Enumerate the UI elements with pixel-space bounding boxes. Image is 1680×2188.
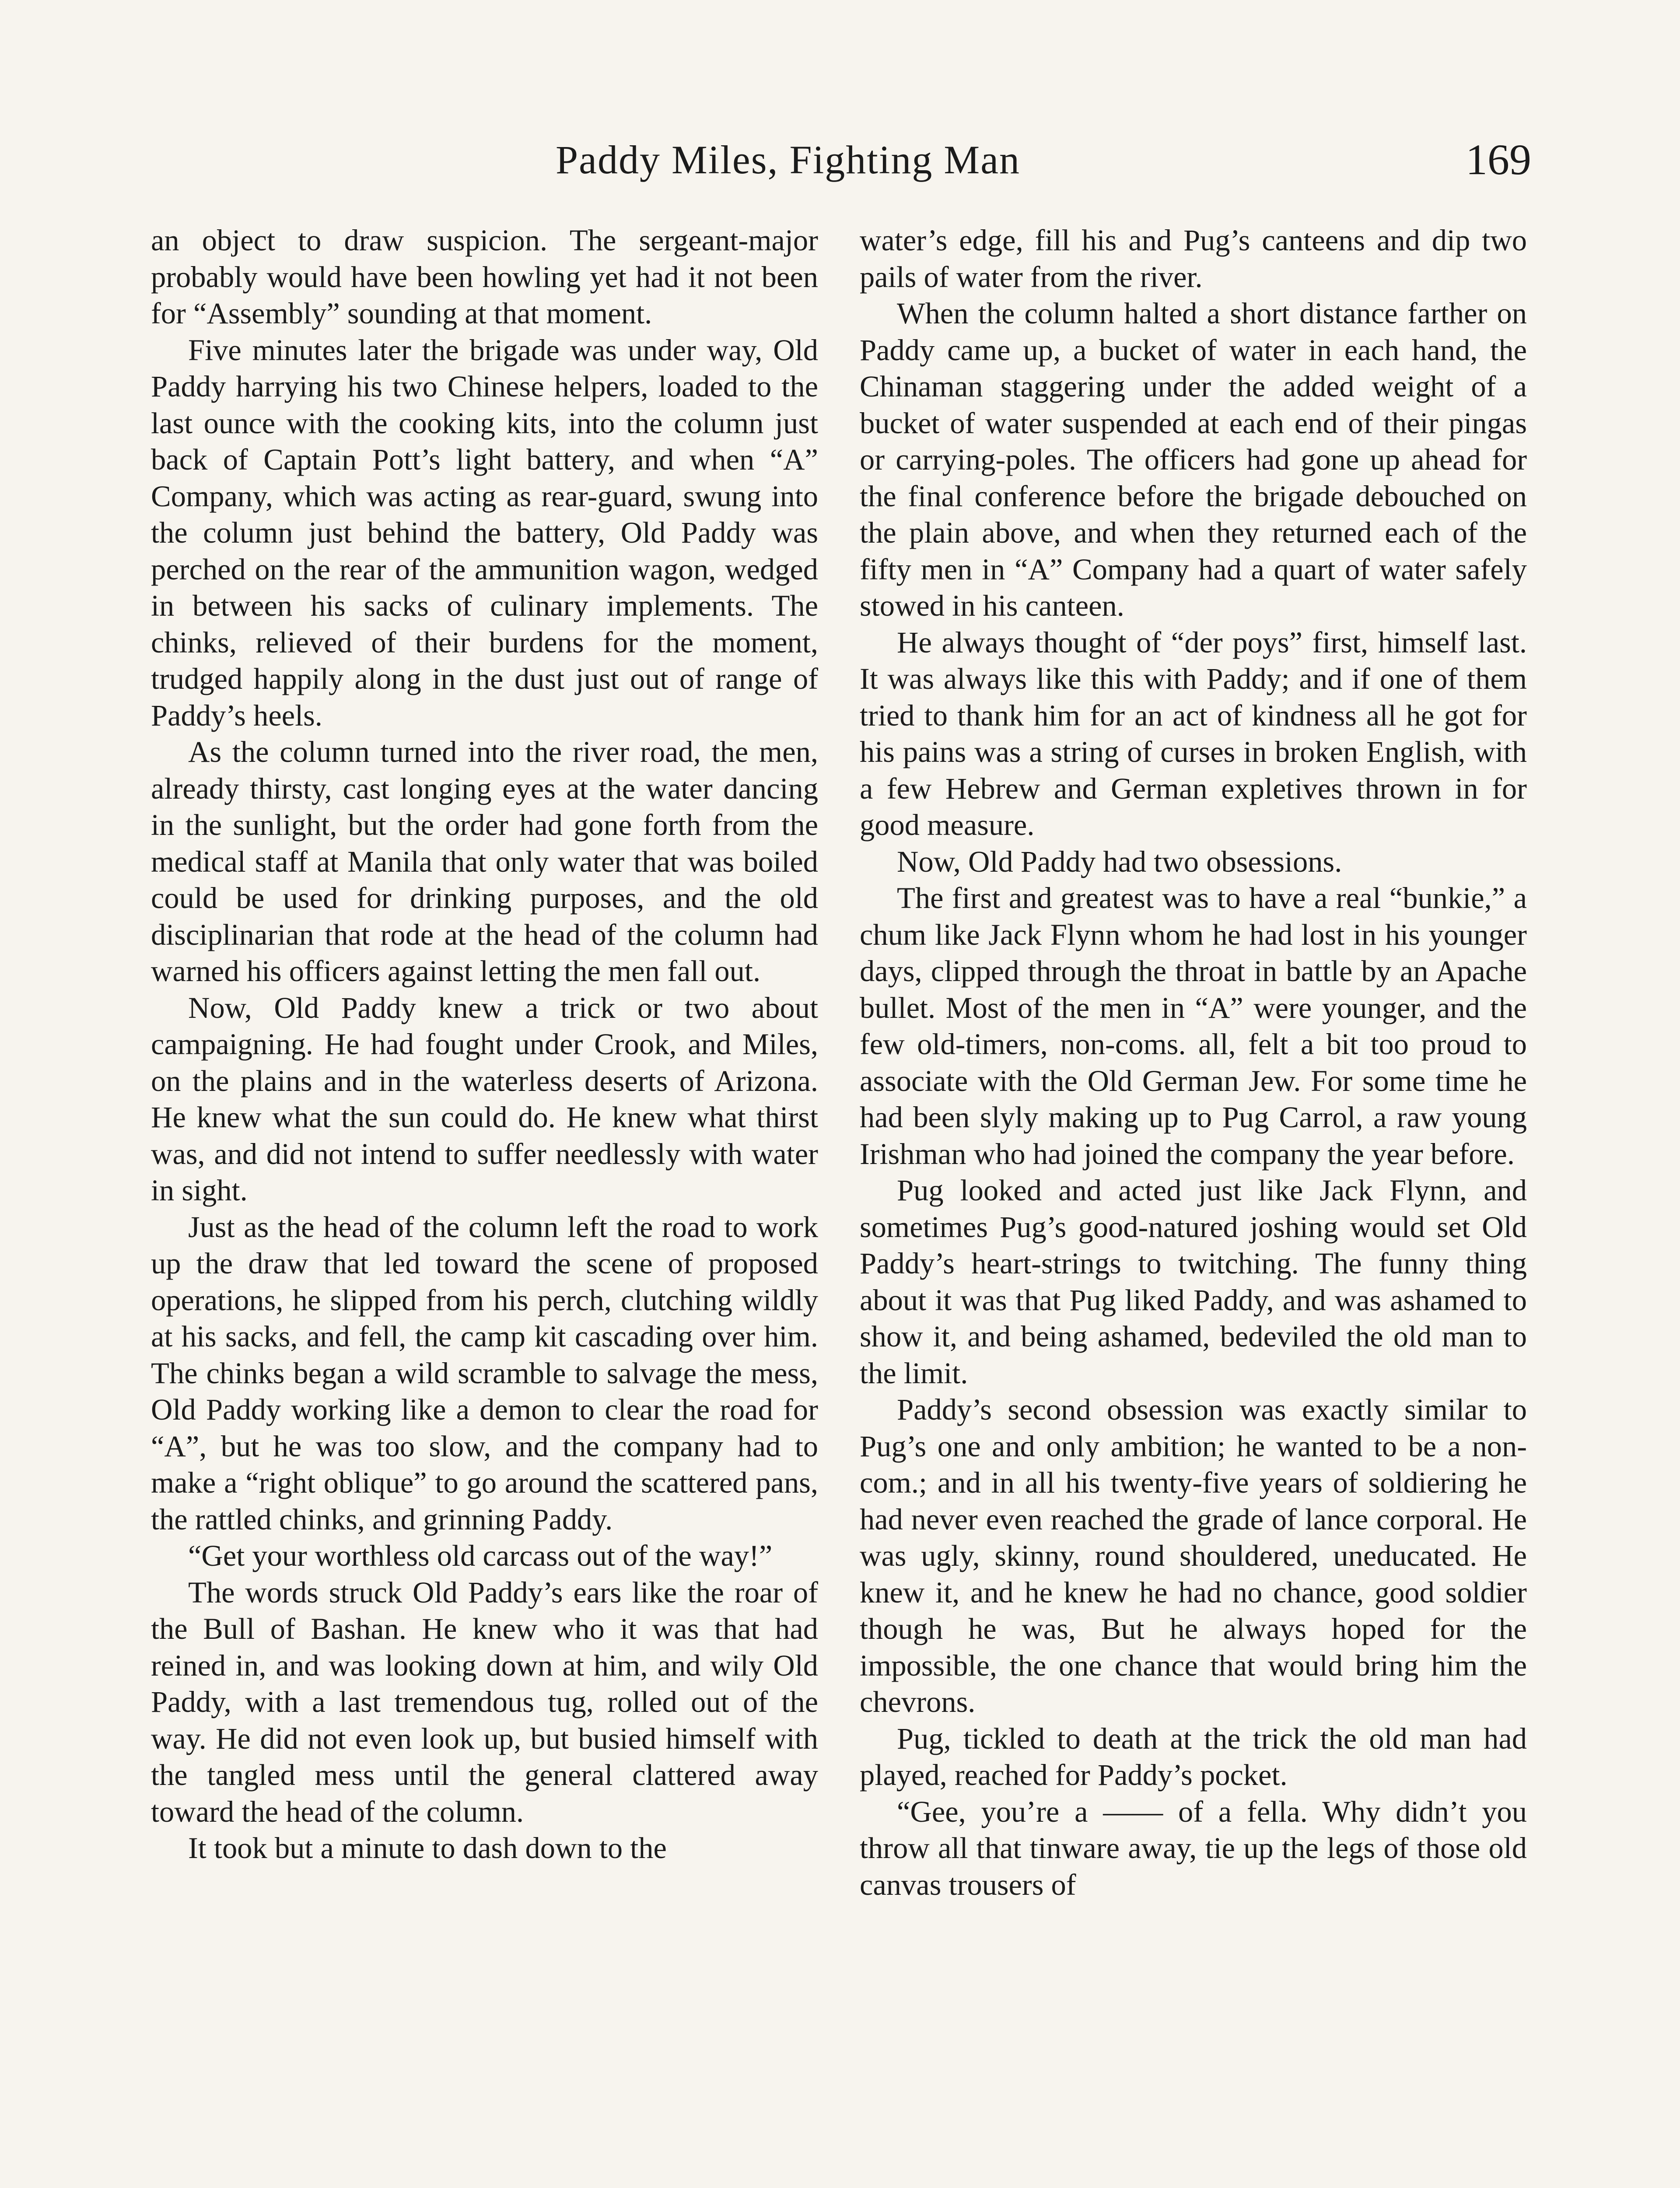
paragraph: It took but a minute to dash down to the bbox=[188, 1831, 667, 1865]
paragraph: Now, Old Paddy knew a trick or two about campaigning. He had fought under Crook, and Miles, on the plains and in the waterless deserts of Arizona. He knew what the sun could do. He knew what thirst was, and did not intend to suffer needlessly with water in sight. bbox=[151, 991, 818, 1207]
paragraph: Pug, tickled to death at the trick the old man had played, reached for Paddy’s pocket. bbox=[860, 1722, 1527, 1792]
paragraph: The first and greatest was to have a real “bunkie,” a chum like Jack Flynn whom he had lost in his younger days, clipped through the throat in battle by an Apache bullet. Most of the men in “A” were younger, and the few old-timers, non-coms. all, felt a bit too proud to associate with the Old German Jew. For some time he had been slyly making up to Pug Carrol, a raw young Irishman who had joined the company the year before. bbox=[860, 881, 1527, 1171]
paragraph: When the column halted a short distance farther on Paddy came up, a bucket of water in each hand, the Chinaman staggering under the added weight of a bucket of water suspended at each end of their pingas or carrying-poles. The officers had gone up ahead for the final conference before the brigade debouched on the plain above, and when they returned each of the fifty men in “A” Company had a quart of water safely stowed in his canteen. bbox=[860, 297, 1527, 622]
paragraph: “Gee, you’re a —— of a fella. Why didn’t you throw all that tinware away, tie up the legs of those old canvas trousers of bbox=[860, 1795, 1527, 1901]
paragraph: Paddy’s second obsession was exactly similar to Pug’s one and only ambition; he wanted to be a non-com.; and in all his twenty-five years of soldiering he had never even reached the grade of lance corporal. He was ugly, skinny, round shouldered, uneducated. He knew it, and he knew he had no chance, good soldier though he was, But he always hoped for the impossible, the one chance that would bring him the chevrons. bbox=[860, 1393, 1527, 1718]
paragraph: an object to draw suspicion. The sergeant-major probably would have been howling yet had it not been for “Assembly” sounding at that moment. bbox=[151, 224, 818, 330]
running-head: Paddy Miles, Fighting Man bbox=[556, 137, 1021, 182]
paragraph: Just as the head of the column left the road to work up the draw that led toward the scene of proposed operations, he slipped from his perch, clutching wildly at his sacks, and fell, the camp kit cascading over him. The chinks began a wild scramble to salvage the mess, Old Paddy working like a demon to clear the road for “A”, but he was too slow, and the company had to make a “right oblique” to go around the scattered pans, the rattled chinks, and grinning Paddy. bbox=[151, 1210, 818, 1536]
paragraph: As the column turned into the river road, the men, already thirsty, cast longing eyes at the water dancing in the sunlight, but the order had gone forth from the medical staff at Manila that only water that was boiled could be used for drinking purposes, and the old disciplinarian that rode at the head of the column had warned his officers against letting the men fall out. bbox=[151, 735, 818, 988]
paragraph: Pug looked and acted just like Jack Flynn, and sometimes Pug’s good-natured joshing would set Old Paddy’s heart-strings to twitching. The funny thing about it was that Pug liked Paddy, and was ashamed to show it, and being ashamed, bedeviled the old man to the limit. bbox=[860, 1174, 1527, 1390]
page-header bbox=[0, 127, 1680, 193]
paragraph: “Get your worthless old carcass out of the way!” bbox=[188, 1539, 773, 1572]
paragraph: He always thought of “der poys” first, himself last. It was always like this with Paddy; and if one of them tried to thank him for an act of kindness all he got for his pains was a string of curses in broken English, with a few Hebrew and German expletives thrown in for good measure. bbox=[860, 625, 1527, 842]
text-column-right bbox=[860, 222, 1527, 1903]
paragraph: The words struck Old Paddy’s ears like the roar of the Bull of Bashan. He knew who it was that had reined in, and was looking down at him, and wily Old Paddy, with a last tremendous tug, rolled out of the way. He did not even look up, but busied himself with the tangled mess until the general clattered away toward the head of the column. bbox=[151, 1575, 818, 1828]
text-column-left bbox=[151, 222, 818, 1867]
paragraph: Five minutes later the brigade was under way, Old Paddy harrying his two Chinese helpers, loaded to the last ounce with the cooking kits, into the column just back of Captain Pott’s light battery, and when “A” Company, which was acting as rear-guard, swung into the column just behind the battery, Old Paddy was perched on the rear of the ammunition wagon, wedged in between his sacks of culinary implements. The chinks, relieved of their burdens for the moment, trudged happily along in the dust just out of range of Paddy’s heels. bbox=[151, 333, 818, 732]
paragraph: water’s edge, fill his and Pug’s canteens and dip two pails of water from the river. bbox=[860, 224, 1527, 294]
page-number: 169 bbox=[1466, 135, 1531, 184]
paragraph: Now, Old Paddy had two obsessions. bbox=[897, 845, 1342, 878]
